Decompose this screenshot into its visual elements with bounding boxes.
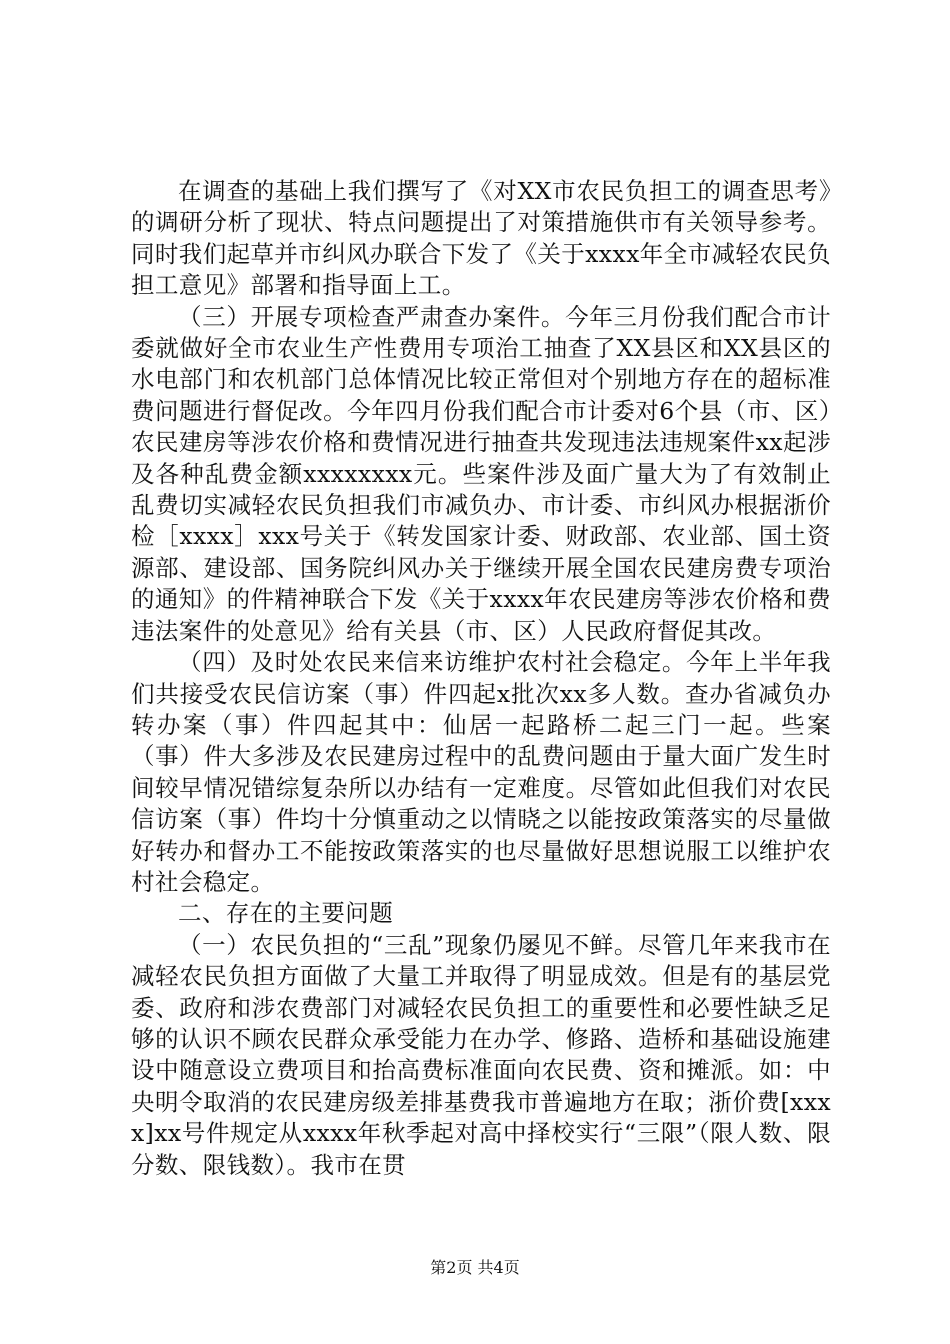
paragraph-survey: 在调查的基础上我们撰写了《对XX市农民负担工的调查思考》的调研分析了现状、特点问题提出了对策措施供市有关领导参考。同时我们起草并市纠风办联合下发了《关于xxxx年全市减轻农民负担工意见》部署和指导面上工。 [131,177,831,300]
document-body [131,176,831,1181]
paragraph-petitions: （四）及时处农民来信来访维护农村社会稳定。今年上半年我们共接受农民信访案（事）件四起x批次xx多人数。查办省减负办转办案（事）件四起其中：仙居一起路桥二起三门一起。些案（事）件大多涉及农民建房过程中的乱费问题由于量大面广发生时间较早情况错综复杂所以办结有一定难度。尽管如此但我们对农民信访案（事）件均十分慎重动之以情晓之以能按政策落实的尽量做好转办和督办工不能按政策落实的也尽量做好思想说服工以维护农村社会稳定。 [131,648,831,896]
paragraph-special-inspection: （三）开展专项检查严肃查办案件。今年三月份我们配合市计委就做好全市农业生产性费用专项治工抽查了XX县区和XX县区的水电部门和农机部门总体情况比较正常但对个别地方存在的超标准费问题进行督促改。今年四月份我们配合市计委对6个县（市、区）农民建房等涉农价格和费情况进行抽查共发现违法违规案件xx起涉及各种乱费金额xxxxxxxx元。些案件涉及面广量大为了有效制止乱费切实减轻农民负担我们市减负办、市计委、市纠风办根据浙价检［xxxx］xxx号关于《转发国家计委、财政部、农业部、国土资源部、建设部、国务院纠风办关于继续开展全国农民建房费专项治的通知》的件精神联合下发《关于xxxx年农民建房等涉农价格和费违法案件的处意见》给有关县（市、区）人民政府督促其改。 [131,302,831,645]
paragraph-three-chaos: （一）农民负担的“三乱”现象仍屡见不鲜。尽管几年来我市在减轻农民负担方面做了大量工并取得了明显成效。但是有的基层党委、政府和涉农费部门对减轻农民负担工的重要性和必要性缺乏足够的认识不顾农民群众承受能力在办学、修路、造桥和基础设施建设中随意设立费项目和抬高费标准面向农民费、资和摊派。如：中央明令取消的农民建房级差排基费我市普遍地方在取；浙价费[xxxx]xx号件规定从xxxx年秋季起对高中择校实行“三限”（限人数、限分数、限钱数）。我市在贯 [131,930,831,1179]
section-heading: 二、存在的主要问题 [178,899,394,928]
page-footer: 第2页 共4页 [430,1258,520,1277]
